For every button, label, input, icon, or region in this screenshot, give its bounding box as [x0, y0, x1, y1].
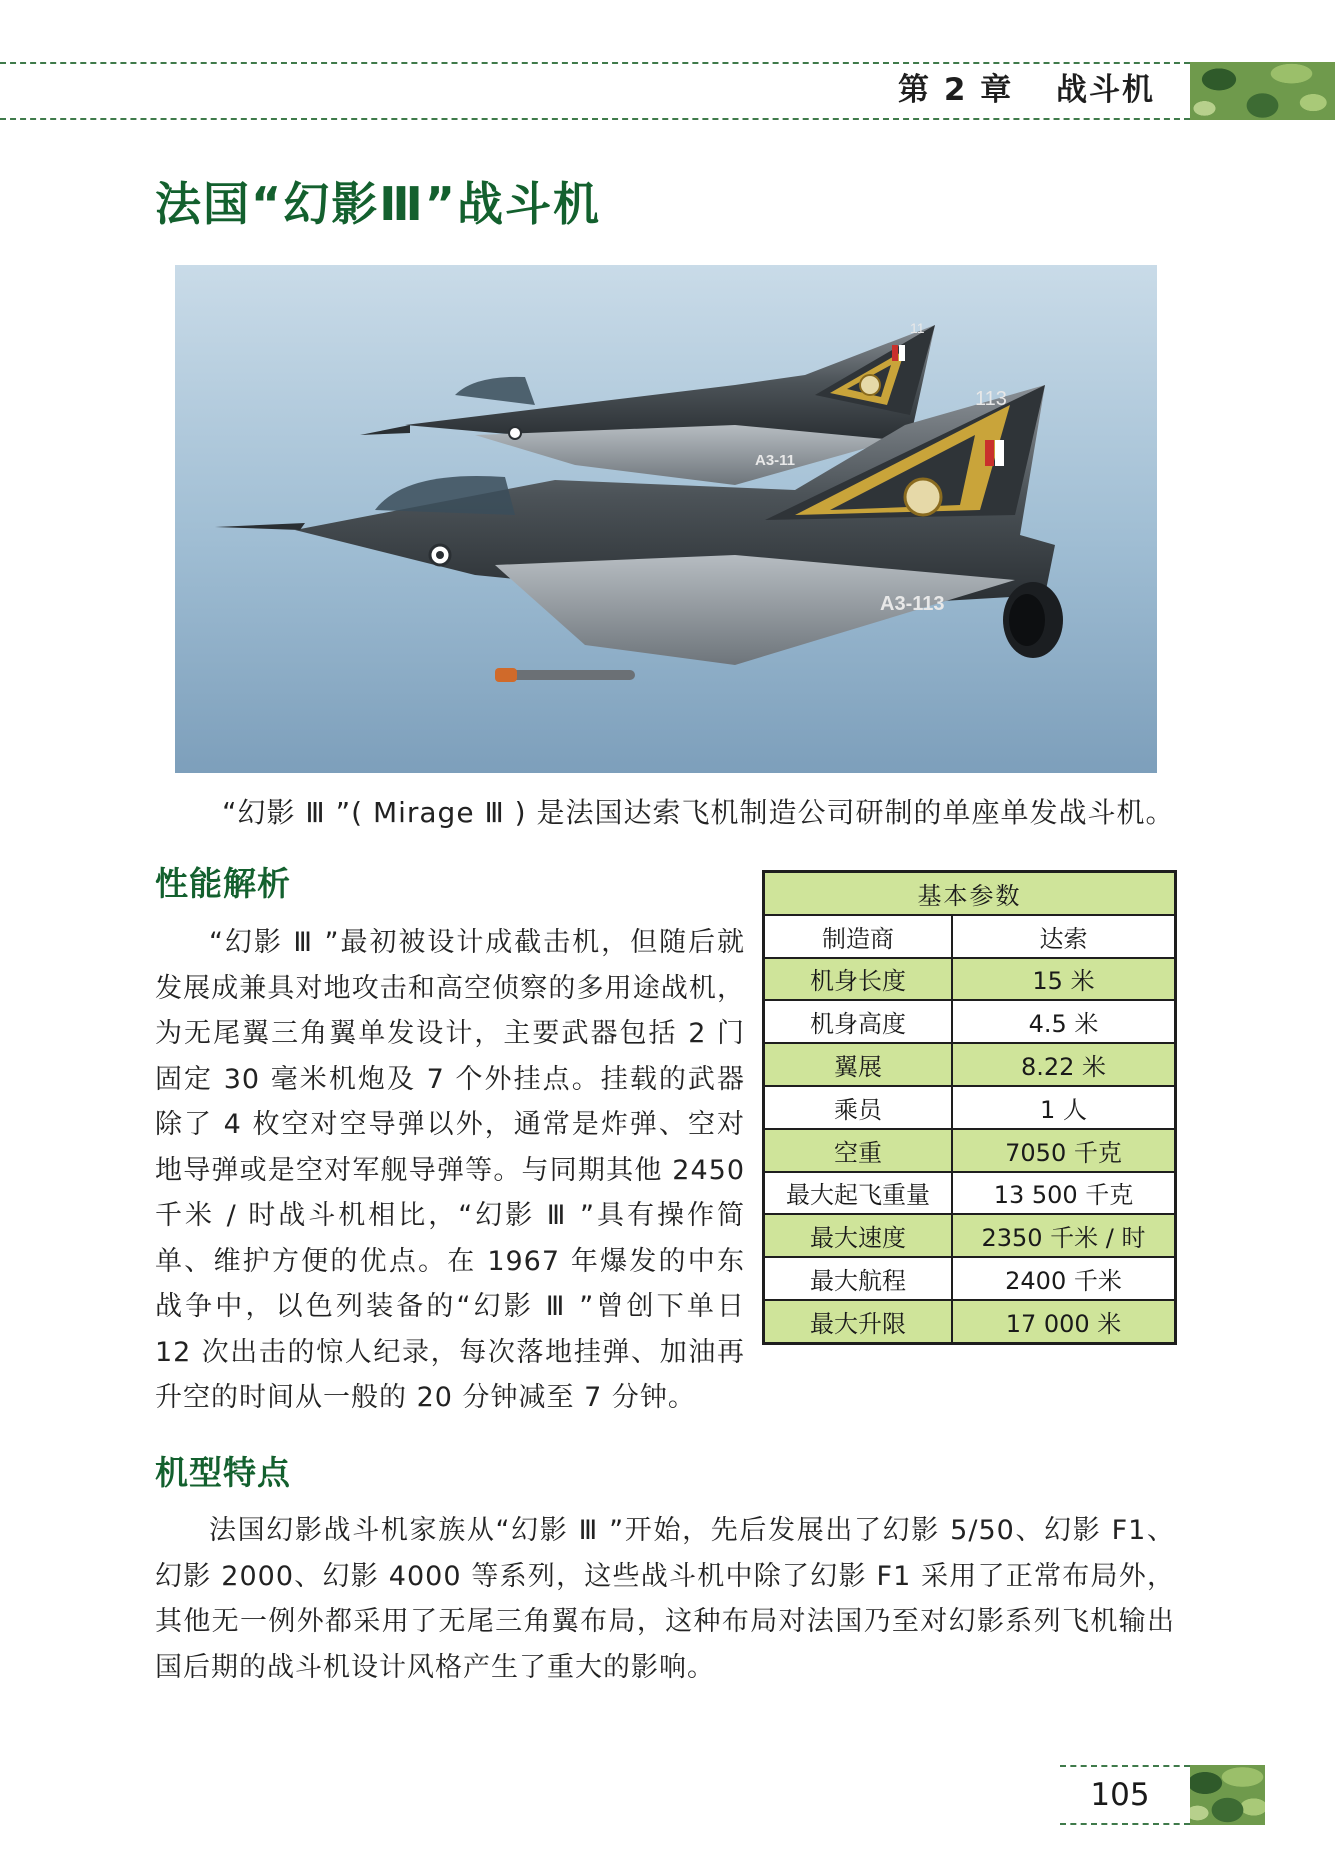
section-body-performance: “幻影 Ⅲ ”最初被设计成截击机，但随后就发展成兼具对地攻击和高空侦察的多用途战机，为无尾翼三角翼单发设计，主要武器包括 2 门固定 30 毫米机炮及 7 个外挂点。挂载的武器除了 4 枚空对空导弹以外，通常是炸弹、空对地导弹或是空对军舰导弹等。与同期其他 2450 千米 / 时战斗机相比，“幻影 Ⅲ ”具有操作简单、维护方便的优点。在 1967 年爆发的中东战争中，以色列装备的“幻影 Ⅲ ”曾创下单日 12 次出击的惊人纪录，每次落地挂弹、加油再升空的时间从一般的 20 分钟减至 7 分钟。 — [155, 927, 745, 1413]
spec-row — [764, 915, 1176, 958]
spec-row — [764, 1172, 1176, 1215]
spec-row — [764, 1300, 1176, 1343]
header-rule-bottom — [0, 118, 1190, 120]
spec-row — [764, 1129, 1176, 1172]
front-body-code: A3-113 — [880, 593, 945, 615]
spec-value: 13 500 千克 — [952, 1172, 1176, 1215]
spec-label: 空重 — [764, 1129, 953, 1172]
camo-tab-footer — [1190, 1765, 1265, 1825]
rear-tail-code: 11 — [910, 320, 925, 336]
footer-rule-top — [1060, 1765, 1190, 1767]
spec-row — [764, 1086, 1176, 1129]
spec-value: 达索 — [952, 915, 1176, 958]
spec-label: 最大速度 — [764, 1214, 953, 1257]
page-title: 法国“幻影Ⅲ”战斗机 — [155, 177, 601, 231]
footer-rule-bottom — [1060, 1823, 1190, 1825]
spec-table — [762, 870, 1177, 1345]
spec-row — [764, 1043, 1176, 1086]
section-body-features: 法国幻影战斗机家族从“幻影 Ⅲ ”开始，先后发展出了幻影 5/50、幻影 F1、幻影 2000、幻影 4000 等系列，这些战斗机中除了幻影 F1 采用了正常布局外，其他无一例外都采用了无尾三角翼布局，这种布局对法国乃至对幻影系列飞机输出国后期的战斗机设计风格产生了重大的影响。 — [155, 1515, 1175, 1683]
spec-value: 1 人 — [952, 1086, 1176, 1129]
section-heading-features: 机型特点 — [155, 1453, 291, 1492]
spec-table-title: 基本参数 — [764, 872, 1176, 915]
rear-body-code: A3-11 — [755, 452, 796, 469]
spec-label: 乘员 — [764, 1086, 953, 1129]
spec-label: 最大升限 — [764, 1300, 953, 1343]
spec-value: 2400 千米 — [952, 1257, 1176, 1300]
spec-label: 机身长度 — [764, 958, 953, 1001]
spec-label: 最大航程 — [764, 1257, 953, 1300]
chapter-name: 战斗机 — [1056, 72, 1155, 108]
spec-label: 翼展 — [764, 1043, 953, 1086]
aircraft-photo — [175, 265, 1157, 773]
chapter-number: 第 2 章 — [898, 72, 1014, 108]
spec-label: 最大起飞重量 — [764, 1172, 953, 1215]
front-tail-code: 113 — [975, 388, 1007, 410]
spec-value: 8.22 米 — [952, 1043, 1176, 1086]
spec-row — [764, 1000, 1176, 1043]
spec-value: 17 000 米 — [952, 1300, 1176, 1343]
chapter-header — [892, 68, 1155, 112]
spec-row — [764, 1214, 1176, 1257]
spec-row — [764, 1257, 1176, 1300]
spec-value: 15 米 — [952, 958, 1176, 1001]
spec-value: 4.5 米 — [952, 1000, 1176, 1043]
header-rule-top — [0, 62, 1190, 64]
spec-label: 制造商 — [764, 915, 953, 958]
photo-caption: “幻影 Ⅲ ”( Mirage Ⅲ ) 是法国达索飞机制造公司研制的单座单发战斗机。 — [222, 796, 1175, 829]
spec-value: 7050 千克 — [952, 1129, 1176, 1172]
spec-label: 机身高度 — [764, 1000, 953, 1043]
camo-tab-header — [1190, 62, 1335, 120]
spec-value: 2350 千米 / 时 — [952, 1214, 1176, 1257]
section-heading-performance: 性能解析 — [155, 864, 291, 903]
page-number: 105 — [1090, 1777, 1150, 1813]
spec-row — [764, 958, 1176, 1001]
